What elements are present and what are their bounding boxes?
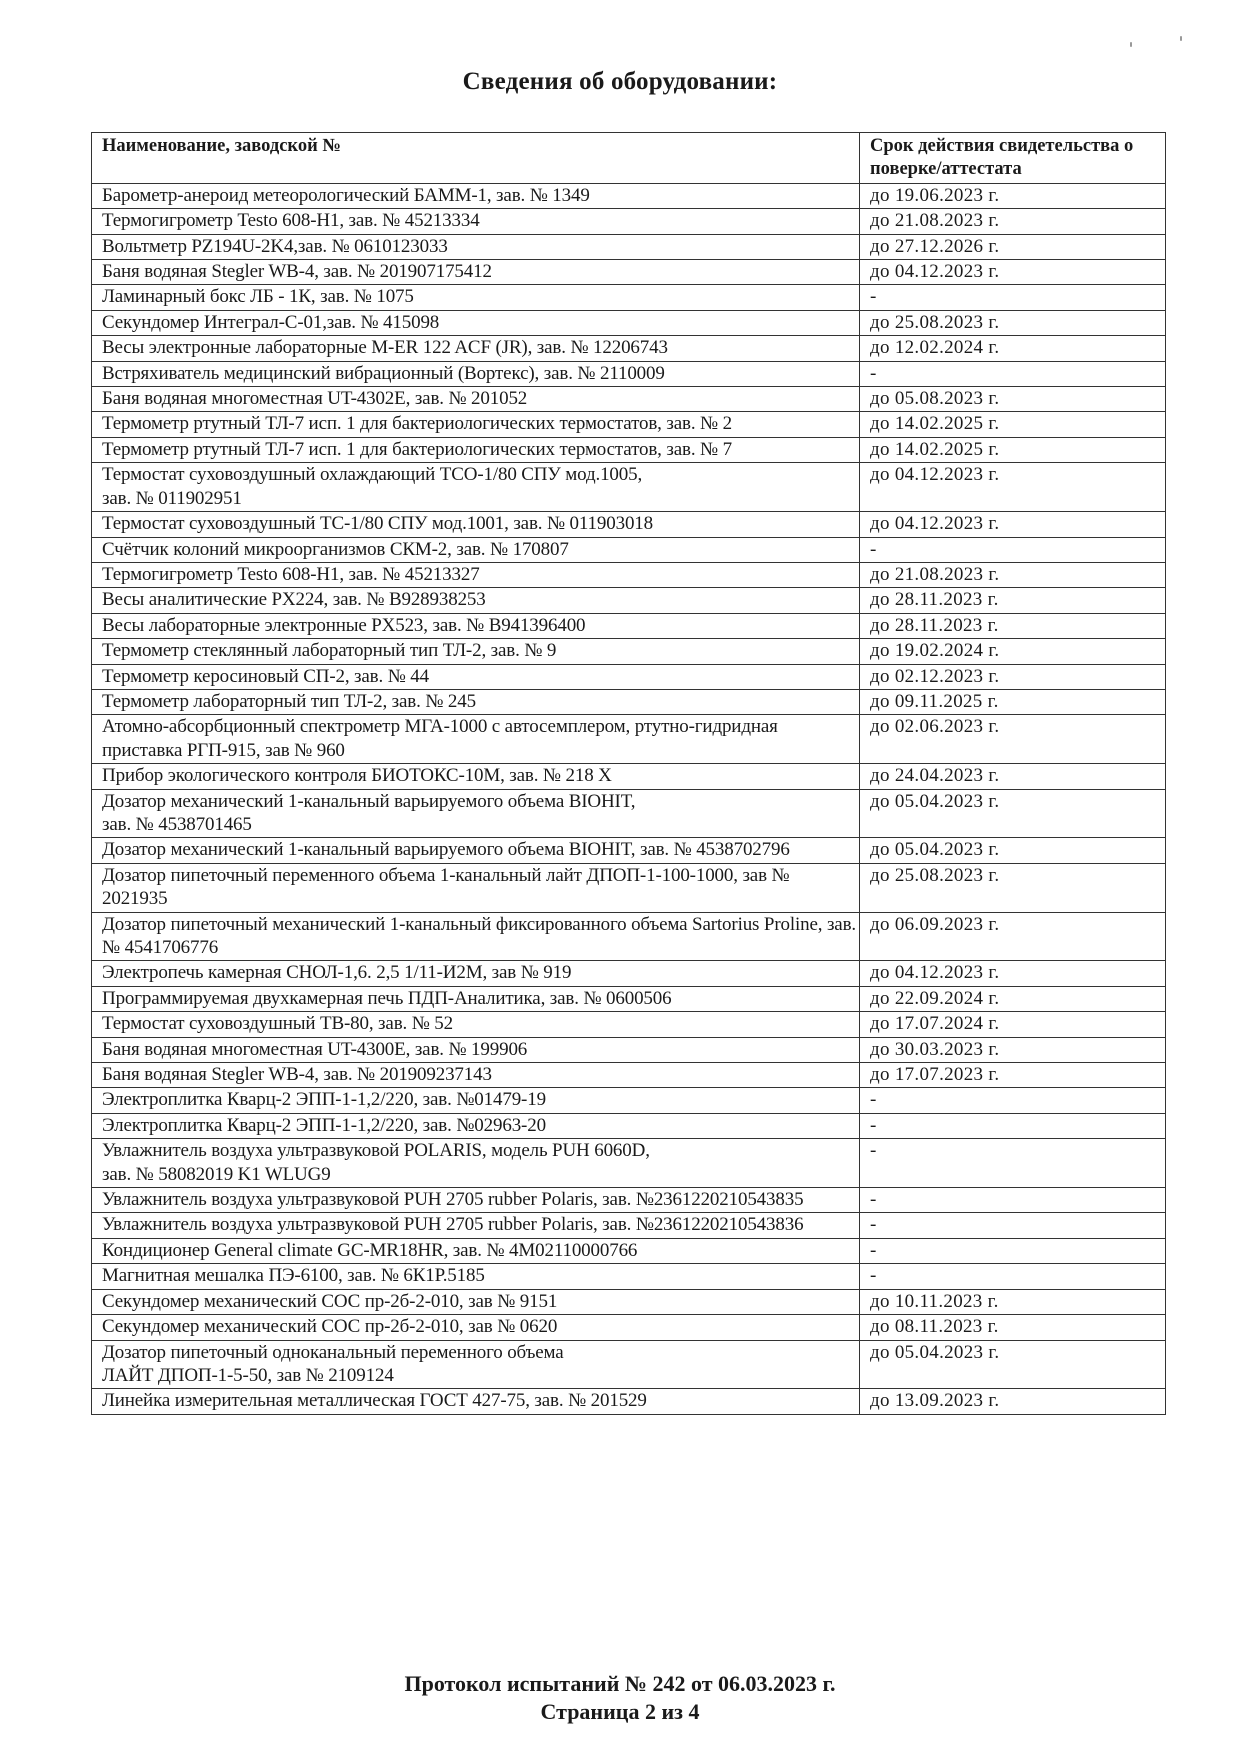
equipment-name: Увлажнитель воздуха ультразвуковой PUH 2705 rubber Polaris, зав. №2361220210543836: [92, 1213, 860, 1238]
equipment-name: Термометр керосиновый СП-2, зав. № 44: [92, 664, 860, 689]
equipment-name: Термометр лабораторный тип ТЛ-2, зав. № 245: [92, 689, 860, 714]
equipment-name: Линейка измерительная металлическая ГОСТ 427-75, зав. № 201529: [92, 1389, 860, 1414]
table-row: [92, 1213, 1166, 1238]
equipment-name: Счётчик колоний микроорганизмов СКМ-2, зав. № 170807: [92, 537, 860, 562]
scan-speck: [1180, 36, 1182, 41]
equipment-name: Дозатор пипеточный переменного объема 1-канальный лайт ДПОП-1-100-1000, зав № 2021935: [92, 863, 860, 912]
equipment-name: Термостат суховоздушный ТВ-80, зав. № 52: [92, 1012, 860, 1037]
certificate-validity: до 19.02.2024 г.: [860, 639, 1166, 664]
equipment-name: Баня водяная Stegler WB-4, зав. № 201909237143: [92, 1063, 860, 1088]
certificate-validity: до 25.08.2023 г.: [860, 863, 1166, 912]
table-row: [92, 310, 1166, 335]
certificate-validity: до 13.09.2023 г.: [860, 1389, 1166, 1414]
certificate-validity: -: [860, 1264, 1166, 1289]
column-header-name: Наименование, заводской №: [92, 133, 860, 184]
table-row: [92, 789, 1166, 838]
equipment-name: Секундомер механический СОС пр-2б-2-010, зав № 9151: [92, 1289, 860, 1314]
table-row: [92, 463, 1166, 512]
table-row: [92, 1188, 1166, 1213]
equipment-name: Барометр-анероид метеорологический БАММ-1, зав. № 1349: [92, 183, 860, 208]
column-header-validity: Срок действия свидетельства о поверке/аттестата: [860, 133, 1166, 184]
certificate-validity: -: [860, 1238, 1166, 1263]
table-header-row: [92, 133, 1166, 184]
certificate-validity: до 17.07.2023 г.: [860, 1063, 1166, 1088]
equipment-name: Программируемая двухкамерная печь ПДП-Аналитика, зав. № 0600506: [92, 986, 860, 1011]
table-row: [92, 1315, 1166, 1340]
certificate-validity: -: [860, 537, 1166, 562]
certificate-validity: до 04.12.2023 г.: [860, 512, 1166, 537]
equipment-name: Атомно-абсорбционный спектрометр МГА-1000 с автосемплером, ртутно-гидридная приставка РГП-915, зав № 960: [92, 715, 860, 764]
equipment-name: Увлажнитель воздуха ультразвуковой PUH 2705 rubber Polaris, зав. №2361220210543835: [92, 1188, 860, 1213]
equipment-name: Весы лабораторные электронные PX523, зав. № B941396400: [92, 613, 860, 638]
table-row: [92, 715, 1166, 764]
table-row: [92, 537, 1166, 562]
table-row: [92, 689, 1166, 714]
certificate-validity: до 12.02.2024 г.: [860, 336, 1166, 361]
certificate-validity: -: [860, 361, 1166, 386]
table-row: [92, 412, 1166, 437]
equipment-name: Баня водяная Stegler WB-4, зав. № 201907175412: [92, 260, 860, 285]
equipment-name: Электропечь камерная СНОЛ-1,6. 2,5 1/11-И2М, зав № 919: [92, 961, 860, 986]
certificate-validity: до 17.07.2024 г.: [860, 1012, 1166, 1037]
certificate-validity: до 02.12.2023 г.: [860, 664, 1166, 689]
equipment-name: Ламинарный бокс ЛБ - 1К, зав. № 1075: [92, 285, 860, 310]
table-row: [92, 764, 1166, 789]
certificate-validity: до 02.06.2023 г.: [860, 715, 1166, 764]
equipment-name: Магнитная мешалка ПЭ-6100, зав. № 6К1Р.5185: [92, 1264, 860, 1289]
certificate-validity: до 10.11.2023 г.: [860, 1289, 1166, 1314]
equipment-table: [91, 132, 1166, 1415]
equipment-name: Секундомер Интеграл-С-01,зав. № 415098: [92, 310, 860, 335]
equipment-name: Увлажнитель воздуха ультразвуковой POLARIS, модель PUH 6060D, зав. № 58082019 K1 WLUG9: [92, 1139, 860, 1188]
table-row: [92, 961, 1166, 986]
certificate-validity: до 14.02.2025 г.: [860, 437, 1166, 462]
page-title: Сведения об оборудовании:: [462, 68, 778, 95]
table-row: [92, 437, 1166, 462]
equipment-name: Секундомер механический СОС пр-2б-2-010, зав № 0620: [92, 1315, 860, 1340]
table-row: [92, 912, 1166, 961]
certificate-validity: до 04.12.2023 г.: [860, 463, 1166, 512]
equipment-name: Дозатор механический 1-канальный варьируемого объема BIOHIT, зав. № 4538701465: [92, 789, 860, 838]
table-row: [92, 260, 1166, 285]
certificate-validity: до 21.08.2023 г.: [860, 209, 1166, 234]
table-row: [92, 838, 1166, 863]
equipment-name: Дозатор пипеточный механический 1-канальный фиксированного объема Sartorius Proline, зав. № 4541706776: [92, 912, 860, 961]
table-row: [92, 639, 1166, 664]
protocol-number: Протокол испытаний № 242 от 06.03.2023 г.: [404, 1671, 836, 1696]
certificate-validity: до 28.11.2023 г.: [860, 613, 1166, 638]
certificate-validity: до 05.08.2023 г.: [860, 387, 1166, 412]
table-row: [92, 664, 1166, 689]
table-row: [92, 1340, 1166, 1389]
certificate-validity: до 27.12.2026 г.: [860, 234, 1166, 259]
certificate-validity: до 06.09.2023 г.: [860, 912, 1166, 961]
equipment-name: Электроплитка Кварц-2 ЭПП-1-1,2/220, зав. №01479-19: [92, 1088, 860, 1113]
certificate-validity: -: [860, 1088, 1166, 1113]
page-number: Страница 2 из 4: [540, 1699, 700, 1724]
table-row: [92, 361, 1166, 386]
equipment-name: Термогигрометр Testo 608-H1, зав. № 45213327: [92, 562, 860, 587]
equipment-name: Термостат суховоздушный охлаждающий ТСО-1/80 СПУ мод.1005, зав. № 011902951: [92, 463, 860, 512]
equipment-name: Встряхиватель медицинский вибрационный (Вортекс), зав. № 2110009: [92, 361, 860, 386]
equipment-name: Кондиционер General climate GC-MR18HR, зав. № 4M02110000766: [92, 1238, 860, 1263]
certificate-validity: до 08.11.2023 г.: [860, 1315, 1166, 1340]
table-row: [92, 1113, 1166, 1138]
certificate-validity: до 09.11.2025 г.: [860, 689, 1166, 714]
equipment-name: Термостат суховоздушный ТС-1/80 СПУ мод.1001, зав. № 011903018: [92, 512, 860, 537]
table-row: [92, 1289, 1166, 1314]
certificate-validity: до 05.04.2023 г.: [860, 1340, 1166, 1389]
table-row: [92, 1012, 1166, 1037]
certificate-validity: до 28.11.2023 г.: [860, 588, 1166, 613]
certificate-validity: до 14.02.2025 г.: [860, 412, 1166, 437]
table-row: [92, 986, 1166, 1011]
certificate-validity: до 25.08.2023 г.: [860, 310, 1166, 335]
equipment-name: Термометр ртутный ТЛ-7 исп. 1 для бактериологических термостатов, зав. № 7: [92, 437, 860, 462]
equipment-name: Весы электронные лабораторные M-ER 122 ACF (JR), зав. № 12206743: [92, 336, 860, 361]
equipment-name: Весы аналитические PX224, зав. № B928938253: [92, 588, 860, 613]
certificate-validity: -: [860, 1213, 1166, 1238]
equipment-name: Дозатор механический 1-канальный варьируемого объема BIOHIT, зав. № 4538702796: [92, 838, 860, 863]
table-row: [92, 1238, 1166, 1263]
equipment-name: Баня водяная многоместная UT-4302E, зав. № 201052: [92, 387, 860, 412]
equipment-name: Электроплитка Кварц-2 ЭПП-1-1,2/220, зав. №02963-20: [92, 1113, 860, 1138]
certificate-validity: до 04.12.2023 г.: [860, 260, 1166, 285]
table-row: [92, 1139, 1166, 1188]
table-row: [92, 183, 1166, 208]
equipment-name: Термогигрометр Testo 608-H1, зав. № 45213334: [92, 209, 860, 234]
table-row: [92, 1037, 1166, 1062]
table-row: [92, 1088, 1166, 1113]
table-row: [92, 336, 1166, 361]
certificate-validity: до 30.03.2023 г.: [860, 1037, 1166, 1062]
table-row: [92, 512, 1166, 537]
certificate-validity: -: [860, 1113, 1166, 1138]
table-row: [92, 234, 1166, 259]
certificate-validity: -: [860, 1188, 1166, 1213]
certificate-validity: до 24.04.2023 г.: [860, 764, 1166, 789]
table-row: [92, 1063, 1166, 1088]
table-row: [92, 387, 1166, 412]
certificate-validity: -: [860, 285, 1166, 310]
equipment-name: Прибор экологического контроля БИОТОКС-10М, зав. № 218 Х: [92, 764, 860, 789]
certificate-validity: -: [860, 1139, 1166, 1188]
table-row: [92, 1389, 1166, 1414]
scan-speck: [1130, 42, 1132, 47]
table-row: [92, 285, 1166, 310]
certificate-validity: до 19.06.2023 г.: [860, 183, 1166, 208]
equipment-name: Баня водяная многоместная UT-4300E, зав. № 199906: [92, 1037, 860, 1062]
certificate-validity: до 21.08.2023 г.: [860, 562, 1166, 587]
table-row: [92, 1264, 1166, 1289]
table-row: [92, 209, 1166, 234]
equipment-name: Термометр ртутный ТЛ-7 исп. 1 для бактериологических термостатов, зав. № 2: [92, 412, 860, 437]
certificate-validity: до 04.12.2023 г.: [860, 961, 1166, 986]
equipment-name: Дозатор пипеточный одноканальный переменного объема ЛАЙТ ДПОП-1-5-50, зав № 2109124: [92, 1340, 860, 1389]
table-row: [92, 863, 1166, 912]
equipment-name: Вольтметр PZ194U-2K4,зав. № 0610123033: [92, 234, 860, 259]
certificate-validity: до 05.04.2023 г.: [860, 838, 1166, 863]
table-row: [92, 562, 1166, 587]
certificate-validity: до 05.04.2023 г.: [860, 789, 1166, 838]
table-row: [92, 588, 1166, 613]
certificate-validity: до 22.09.2024 г.: [860, 986, 1166, 1011]
page-footer: [0, 1670, 1240, 1726]
equipment-name: Термометр стеклянный лабораторный тип ТЛ-2, зав. № 9: [92, 639, 860, 664]
table-row: [92, 613, 1166, 638]
